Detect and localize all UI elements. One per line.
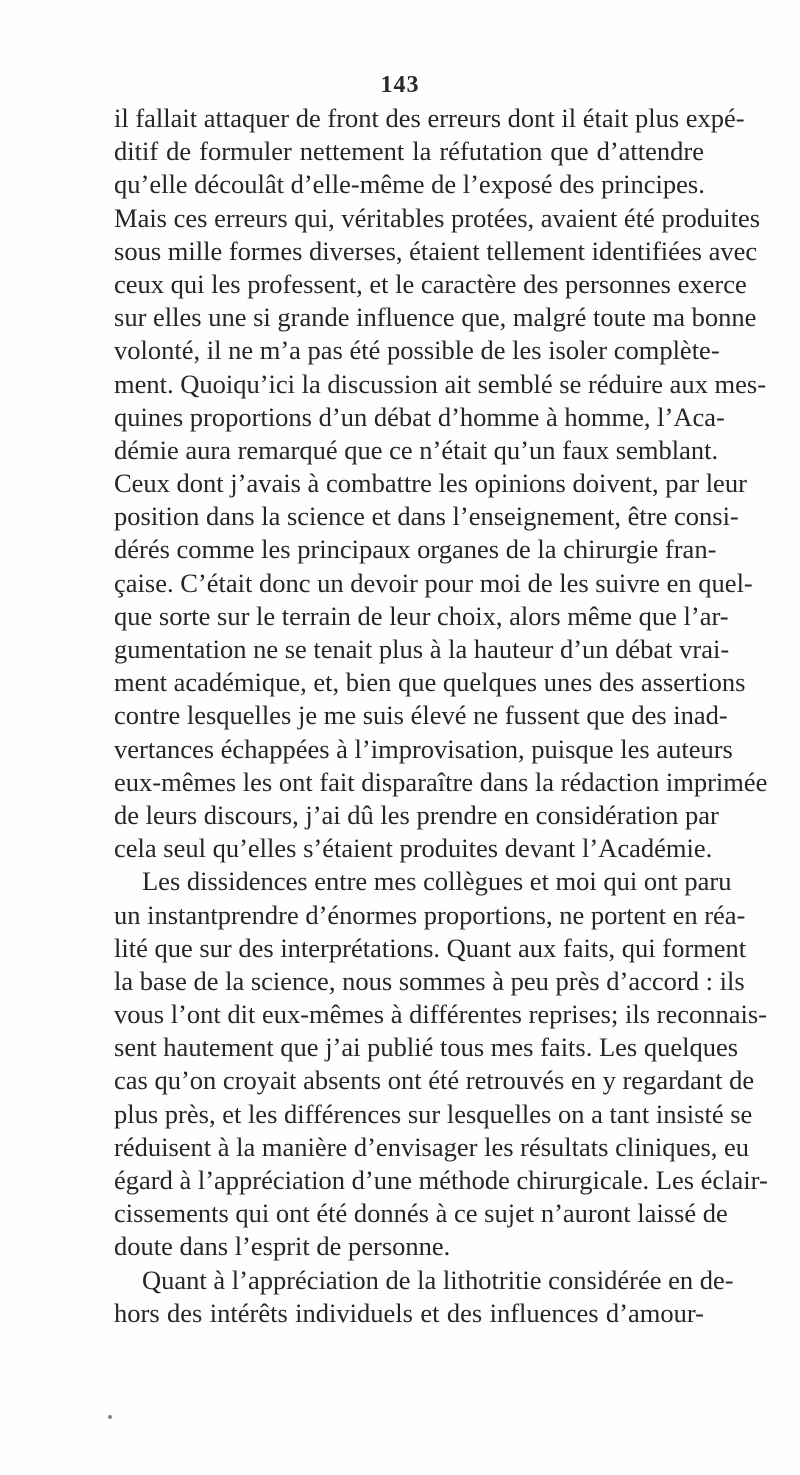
text-line: eux-mêmes les ont fait disparaître dans la rédaction imprimée bbox=[114, 766, 768, 797]
text-line: réduisent à la manière d’envisager les résultats cliniques, eu bbox=[114, 1131, 750, 1162]
text-line: hors des intérêts individuels et des influences d’amour- bbox=[114, 1297, 704, 1328]
text-line: vous l’ont dit eux-mêmes à différentes reprises; ils reconnais- bbox=[114, 999, 767, 1030]
text-line: dérés comme les principaux organes de la chirurgie fran- bbox=[114, 534, 717, 565]
text-line: quines proportions d’un débat d’homme à homme, l’Aca- bbox=[114, 401, 725, 432]
text-line: de leurs discours, j’ai dû les prendre en considération par bbox=[114, 799, 719, 830]
text-line: vertances échappées à l’improvisation, puisque les auteurs bbox=[114, 733, 733, 764]
text-line: sent hautement que j’ai publié tous mes faits. Les quelques bbox=[114, 1032, 739, 1063]
text-line: ceux qui les professent, et le caractère des personnes exerce bbox=[114, 268, 747, 299]
text-line: ditif de formuler nettement la réfutation que d’attendre bbox=[114, 136, 704, 167]
text-line: cissements qui ont été donnés à ce sujet n’auront laissé de bbox=[114, 1198, 728, 1229]
paper-speck bbox=[108, 1415, 112, 1419]
text-line: sous mille formes diverses, étaient tellement identifiées avec bbox=[114, 235, 758, 266]
text-line: ment académique, et, bien que quelques unes des assertions bbox=[114, 667, 746, 698]
text-line: Ceux dont j’avais à combattre les opinions doivent, par leur bbox=[114, 468, 747, 499]
text-line: que sorte sur le terrain de leur choix, alors même que l’ar- bbox=[114, 600, 729, 631]
text-line: qu’elle découlât d’elle-même de l’exposé des principes. bbox=[114, 169, 705, 200]
text-line: la base de la science, nous sommes à peu près d’accord : ils bbox=[114, 965, 745, 996]
text-line: Les dissidences entre mes collègues et moi qui ont paru bbox=[142, 866, 732, 897]
text-line: cas qu’on croyait absents ont été retrouvés en y regardant de bbox=[114, 1065, 755, 1096]
text-line: lité que sur des interprétations. Quant aux faits, qui forment bbox=[114, 932, 747, 963]
text-line: position dans la science et dans l’enseignement, être consi- bbox=[114, 501, 739, 532]
text-line: volonté, il ne m’a pas été possible de les isoler complète- bbox=[114, 335, 720, 366]
text-line: doute dans l’esprit de personne. bbox=[114, 1231, 451, 1262]
text-line: plus près, et les différences sur lesquelles on a tant insisté se bbox=[114, 1098, 753, 1129]
text-line: contre lesquelles je me suis élevé ne fussent que des inad- bbox=[114, 700, 728, 731]
text-line: démie aura remarqué que ce n’était qu’un faux semblant. bbox=[114, 434, 719, 465]
text-line: il fallait attaquer de front des erreurs dont il était plus expé- bbox=[114, 103, 745, 133]
text-line: gumentation ne se tenait plus à la hauteur d’un débat vrai- bbox=[114, 634, 730, 664]
text-line: çaise. C’était donc un devoir pour moi de les suivre en quel- bbox=[114, 567, 753, 598]
text-line: Mais ces erreurs qui, véritables protées, avaient été produites bbox=[114, 202, 761, 233]
text-line: égard à l’appréciation d’une méthode chirurgicale. Les éclair- bbox=[114, 1165, 768, 1195]
text-line: un instantprendre d’énormes proportions, ne portent en réa- bbox=[114, 899, 746, 930]
text-line: cela seul qu’elles s’étaient produites devant l’Académie. bbox=[114, 833, 713, 864]
page-number: 143 bbox=[380, 72, 420, 98]
body-text bbox=[114, 102, 768, 1330]
text-line: ment. Quoiqu’ici la discussion ait semblé se réduire aux mes- bbox=[114, 368, 767, 399]
text-line: Quant à l’appréciation de la lithotritie considérée en de- bbox=[142, 1264, 734, 1295]
text-line: sur elles une si grande influence que, malgré toute ma bonne bbox=[114, 302, 757, 333]
